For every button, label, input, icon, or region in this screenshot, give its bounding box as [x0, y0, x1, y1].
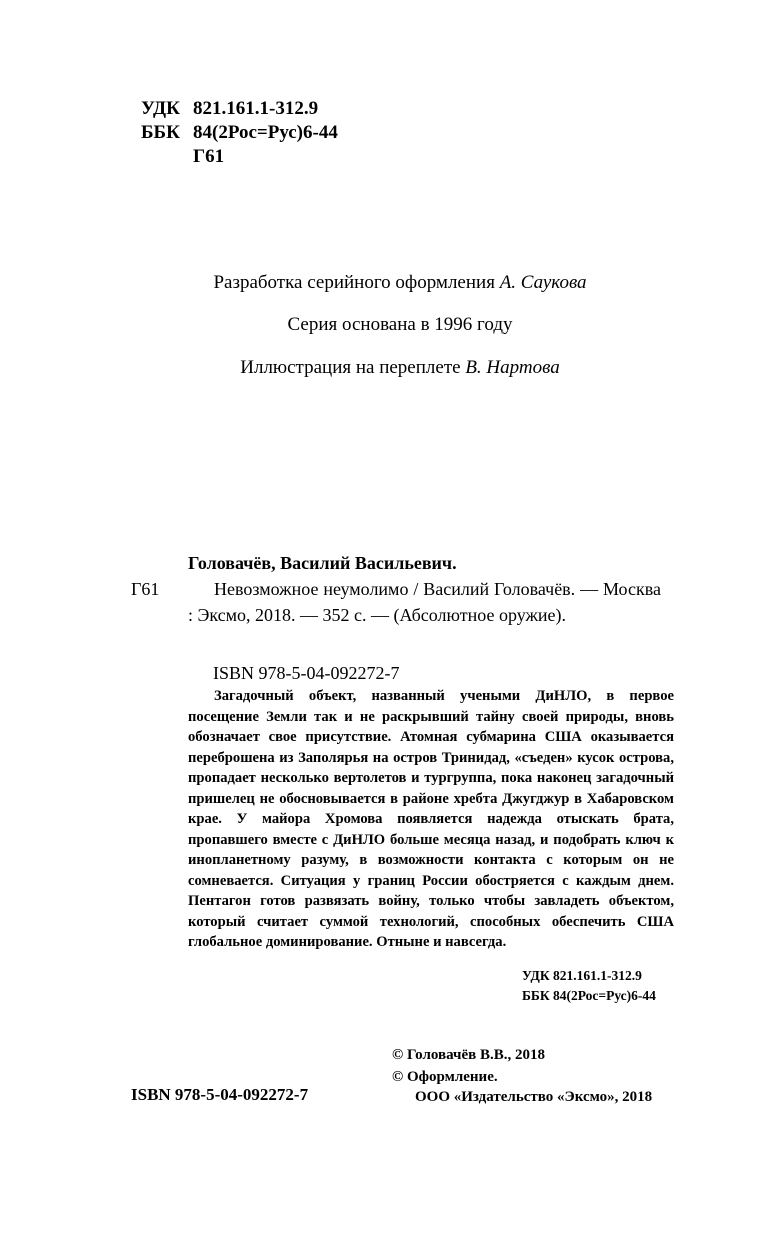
biblio-code: Г61: [131, 579, 160, 599]
publisher-copyright: ООО «Издательство «Эксмо», 2018: [415, 1089, 653, 1105]
design-copyright: © Оформление.: [392, 1069, 498, 1085]
udk-value: 821.161.1-312.9: [193, 98, 319, 119]
bbk-bottom: ББК 84(2Рос=Рус)6-44: [522, 988, 656, 1003]
bbk-line: [141, 122, 338, 144]
design-credit-label: Разработка серийного оформления: [213, 272, 495, 293]
isbn-bottom: ISBN 978-5-04-092272-7: [131, 1085, 309, 1104]
design-credit-name: А. Саукова: [499, 272, 587, 293]
udk-line: [141, 98, 318, 120]
bbk-key: ББК: [141, 122, 180, 143]
annotation: [188, 686, 674, 953]
author-mark: Г61: [193, 146, 225, 167]
annotation-text: Загадочный объект, названный учеными ДиНЛО, в первое посещение Земли так и не раскрывший тайну своей природы, вновь обозначает свое присутствие. Атомная субмарина США оказывается переброшена из Заполярья на остров Тринидад, «съеден» кусок острова, пропадает несколько вертолетов и тургруппа, пока наконец загадочный пришелец не обосновывается в районе хребта Джугджур в Хабаровском крае. У майора Хромова появляется надежда отыскать брата, пропавшего вместе с ДиНЛО больше месяца назад, и подобрать ключ к инопланетному разуму, в возможности контакта с которым он не сомневается. Ситуация у границ России обостряется с каждым днем. Пентагон готов развязать войну, только чтобы завладеть объектом, который считает суммой технологий, способных обеспечить США глобальное доминирование. Отныне и навсегда.: [188, 688, 674, 950]
illustration-credit-name: В. Нартова: [465, 357, 560, 378]
biblio-description: Невозможное неумолимо / Василий Головачёв. — Москва : Эксмо, 2018. — 352 с. — (Абсолютное оружие).: [188, 579, 661, 625]
bbk-value: 84(2Рос=Рус)6-44: [193, 122, 338, 143]
illustration-credit-label: Иллюстрация на переплете: [240, 357, 461, 378]
illustration-credit: [100, 356, 700, 380]
series-credit: Серия основана в 1996 году: [287, 314, 513, 335]
biblio-isbn: ISBN 978-5-04-092272-7: [213, 663, 400, 683]
udk-key: УДК: [141, 98, 180, 119]
biblio-author-heading: Головачёв, Василий Васильевич.: [188, 553, 457, 573]
design-credit: [100, 271, 700, 295]
udk-bottom: УДК 821.161.1-312.9: [522, 968, 642, 983]
author-copyright: © Головачёв В.В., 2018: [392, 1047, 546, 1063]
